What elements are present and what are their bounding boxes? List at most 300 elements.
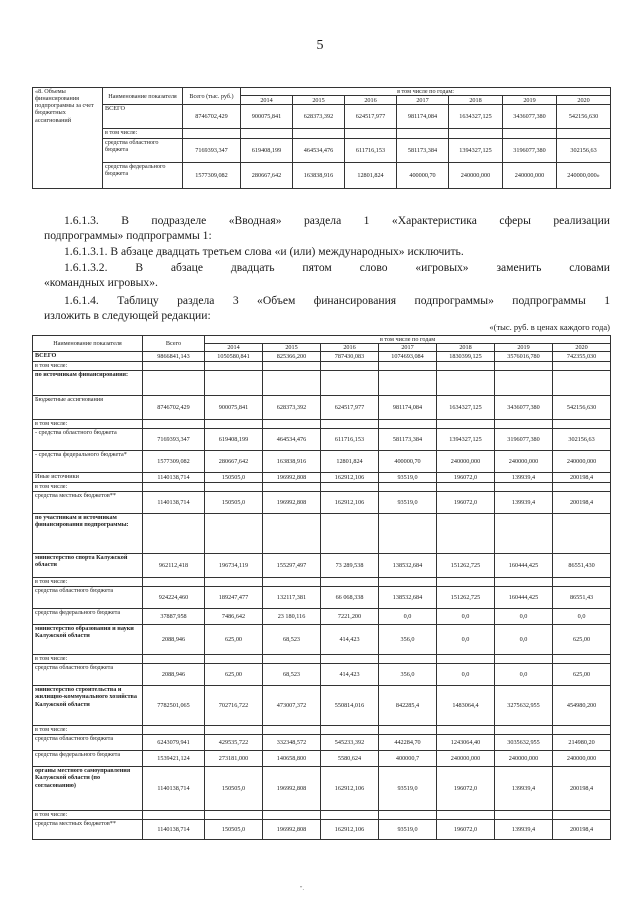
row-value (205, 514, 263, 554)
row-value (553, 483, 611, 492)
row-label: Бюджетные ассигнования (33, 396, 143, 420)
row-value: 93519,0 (379, 492, 437, 514)
row-value: 302156,63 (557, 139, 611, 163)
table-row (33, 811, 611, 820)
row-value (553, 371, 611, 396)
table-row (33, 105, 611, 129)
row-value: 273181,000 (205, 751, 263, 767)
row-label: ВСЕГО (33, 352, 143, 362)
row-value (495, 655, 553, 664)
paragraph-line: подпрограммы» подпрограммы 1: (44, 229, 212, 242)
row-value: 240000,000 (437, 751, 495, 767)
row-value (379, 811, 437, 820)
row-value (321, 420, 379, 429)
paragraph-line: 1.6.1.3.2. В абзаце двадцать пятом слово «игровых» заменить словами (64, 261, 610, 274)
row-value: 787430,083 (321, 352, 379, 362)
row-value: 163838,916 (293, 163, 345, 189)
row-value: 7486,642 (205, 609, 263, 625)
row-label: министерство строительства и жилищно-коммунального хозяйства Калужской области (33, 686, 143, 726)
units-note: «(тыс. руб. в ценах каждого года) (489, 322, 610, 332)
paragraph-1-6-1-4 (64, 293, 610, 308)
row-value (205, 578, 263, 587)
row-label: органы местного самоуправления Калужской области (по согласованию) (33, 767, 143, 811)
table-row (33, 429, 611, 451)
paragraph-1-6-1-4-cont (44, 308, 610, 323)
row-value: 981174,084 (379, 396, 437, 420)
row-value (379, 371, 437, 396)
row-value: 0,0 (553, 609, 611, 625)
row-value: 240000,000 (495, 751, 553, 767)
row-value: 240000,000» (557, 163, 611, 189)
row-label: в том числе: (33, 420, 143, 429)
row-value: 138532,684 (379, 587, 437, 609)
row-value: 3275632,955 (495, 686, 553, 726)
row-value: 196072,0 (437, 820, 495, 840)
row-value (321, 362, 379, 371)
row-value: 150505,0 (205, 767, 263, 811)
row-value: 1050580,841 (205, 352, 263, 362)
row-value (379, 514, 437, 554)
row-total (143, 578, 205, 587)
row-value (437, 371, 495, 396)
row-value: 196992,808 (263, 473, 321, 483)
row-value (293, 129, 345, 139)
row-value: 302156,63 (553, 429, 611, 451)
paragraph-line: 1.6.1.4. Таблицу раздела 3 «Объем финансирования подпрограммы» подпрограммы 1 (64, 294, 610, 307)
row-value: 240000,000 (553, 751, 611, 767)
row-value (495, 811, 553, 820)
row-value (495, 371, 553, 396)
year-header: 2016 (321, 344, 379, 352)
table-row (33, 578, 611, 587)
row-total: 1577309,082 (183, 163, 241, 189)
row-value: 93519,0 (379, 820, 437, 840)
row-total (143, 420, 205, 429)
row-value: 550814,016 (321, 686, 379, 726)
row-value: 240000,000 (553, 451, 611, 473)
row-value: 3196077,380 (495, 429, 553, 451)
row-value (263, 578, 321, 587)
row-value: 150505,0 (205, 492, 263, 514)
row-value: 742355,030 (553, 352, 611, 362)
row-value: 0,0 (437, 625, 495, 655)
row-value: 625,00 (553, 625, 611, 655)
row-value (263, 514, 321, 554)
table-row (33, 451, 611, 473)
row-value: 68,523 (263, 664, 321, 686)
table-row (33, 820, 611, 840)
year-header: 2016 (345, 96, 397, 105)
row-value: 581173,384 (397, 139, 449, 163)
table-row (33, 735, 611, 751)
row-value: 73 289,538 (321, 554, 379, 578)
row-value: 825366,200 (263, 352, 321, 362)
row-value: 442284,70 (379, 735, 437, 751)
table-row (33, 587, 611, 609)
table-row (33, 751, 611, 767)
row-value (437, 483, 495, 492)
row-value (449, 129, 503, 139)
row-value: 1483064,4 (437, 686, 495, 726)
row-total (143, 655, 205, 664)
row-value: 3436077,380 (503, 105, 557, 129)
table-row (33, 483, 611, 492)
row-value: 93519,0 (379, 767, 437, 811)
row-label: в том числе: (33, 655, 143, 664)
row-value: 139939,4 (495, 473, 553, 483)
row-value (379, 483, 437, 492)
row-value (557, 129, 611, 139)
row-value: 628373,392 (293, 105, 345, 129)
row-value: 473007,372 (263, 686, 321, 726)
row-total: 1539421,124 (143, 751, 205, 767)
row-value: 981174,084 (397, 105, 449, 129)
row-value: 1394327,125 (437, 429, 495, 451)
row-value: 196072,0 (437, 767, 495, 811)
paragraph-1-6-1-3-2-cont (44, 275, 610, 290)
year-header: 2014 (205, 344, 263, 352)
row-total: 2088,946 (143, 664, 205, 686)
row-label: министерство образования и науки Калужской области (33, 625, 143, 655)
row-value (553, 362, 611, 371)
table-row (33, 686, 611, 726)
row-value (321, 578, 379, 587)
paragraph-line: изложить в следующей редакции: (44, 309, 211, 322)
row-value: 414,423 (321, 664, 379, 686)
paragraph-line: 1.6.1.3. В подразделе «Вводная» раздела 1 «Характеристика сферы реализации (64, 214, 610, 227)
row-value (263, 655, 321, 664)
table-row (33, 655, 611, 664)
row-value (437, 420, 495, 429)
row-value: 280667,642 (241, 163, 293, 189)
row-value: 454980,200 (553, 686, 611, 726)
paragraph-1-6-1-3-cont (44, 228, 610, 243)
row-value: 162912,106 (321, 492, 379, 514)
row-label: ВСЕГО (103, 105, 183, 129)
row-value: 196072,0 (437, 473, 495, 483)
row-value (379, 655, 437, 664)
row-value: 162912,106 (321, 767, 379, 811)
row-value: 400000,70 (397, 163, 449, 189)
row-value: 356,0 (379, 664, 437, 686)
row-label: по источникам финансирования: (33, 371, 143, 396)
row-value: 624517,977 (345, 105, 397, 129)
row-value: 3196077,380 (503, 139, 557, 163)
row-value: 1634327,125 (449, 105, 503, 129)
total-header: Всего (143, 336, 205, 352)
row-value: 196992,808 (263, 767, 321, 811)
row-label: министерство спорта Калужской области (33, 554, 143, 578)
year-header: 2015 (293, 96, 345, 105)
footer-mark: ". (300, 886, 304, 892)
row-value: 68,523 (263, 625, 321, 655)
row-value: 139939,4 (495, 767, 553, 811)
table-row (33, 129, 611, 139)
paragraph-1-6-1-3-2 (64, 260, 610, 275)
row-value: 132117,381 (263, 587, 321, 609)
row-value: 7221,200 (321, 609, 379, 625)
year-header: 2020 (553, 344, 611, 352)
row-value (263, 726, 321, 735)
row-value (205, 362, 263, 371)
row-value: 162912,106 (321, 473, 379, 483)
row-value (345, 129, 397, 139)
row-value (379, 420, 437, 429)
row-label: - средства федерального бюджета* (33, 451, 143, 473)
row-value (495, 578, 553, 587)
row-value: 240000,000 (449, 163, 503, 189)
row-label: средства местных бюджетов** (33, 820, 143, 840)
row-total: 962112,418 (143, 554, 205, 578)
row-value: 214980,20 (553, 735, 611, 751)
row-value: 464534,476 (293, 139, 345, 163)
row-value: 900075,841 (205, 396, 263, 420)
row-value (553, 811, 611, 820)
table-row (33, 352, 611, 362)
row-value (553, 655, 611, 664)
paragraph-1-6-1-3-1 (64, 244, 610, 259)
row-value: 196992,808 (263, 492, 321, 514)
row-value (397, 129, 449, 139)
row-value: 86551,43 (553, 587, 611, 609)
row-value: 162912,106 (321, 820, 379, 840)
row-value (321, 371, 379, 396)
row-value (495, 483, 553, 492)
row-value: 624517,977 (321, 396, 379, 420)
row-label: по участникам и источникам финансирования подпрограммы: (33, 514, 143, 554)
row-value: 163838,916 (263, 451, 321, 473)
row-total (143, 483, 205, 492)
row-value (437, 362, 495, 371)
row-total: 1140138,714 (143, 492, 205, 514)
row-label: средства федерального бюджета (103, 163, 183, 189)
row-value: 625,00 (205, 664, 263, 686)
row-total: 9866841,143 (143, 352, 205, 362)
row-value: 0,0 (495, 609, 553, 625)
row-label: средства местных бюджетов** (33, 492, 143, 514)
row-value (495, 420, 553, 429)
row-value: 1634327,125 (437, 396, 495, 420)
row-value: 12801,824 (321, 451, 379, 473)
row-value (379, 726, 437, 735)
row-value: 240000,000 (437, 451, 495, 473)
row-label: в том числе: (33, 578, 143, 587)
row-label: средства федерального бюджета (33, 609, 143, 625)
row-value (205, 420, 263, 429)
row-value: 842285,4 (379, 686, 437, 726)
row-value (321, 655, 379, 664)
row-value: 160444,425 (495, 554, 553, 578)
row-value: 151262,725 (437, 554, 495, 578)
table-row (33, 362, 611, 371)
row-total: 1140138,714 (143, 473, 205, 483)
row-label: средства областного бюджета (33, 664, 143, 686)
row-value: 240000,000 (503, 163, 557, 189)
row-value: 150505,0 (205, 820, 263, 840)
row-value: 581173,384 (379, 429, 437, 451)
row-value (495, 514, 553, 554)
row-value (321, 514, 379, 554)
row-total (143, 514, 205, 554)
row-value (205, 811, 263, 820)
row-value: 196734,119 (205, 554, 263, 578)
row-total (143, 371, 205, 396)
row-value: 3436077,380 (495, 396, 553, 420)
row-value: 200198,4 (553, 820, 611, 840)
row-value: 138532,684 (379, 554, 437, 578)
table-row (33, 554, 611, 578)
row-value: 1074693,084 (379, 352, 437, 362)
row-value: 625,00 (553, 664, 611, 686)
paragraph-line: 1.6.1.3.1. В абзаце двадцать третьем слова «и (или) международных» исключить. (64, 245, 464, 258)
table-row (33, 625, 611, 655)
row-value (553, 514, 611, 554)
row-value: 139939,4 (495, 820, 553, 840)
row-value: 189247,477 (205, 587, 263, 609)
table-row (33, 139, 611, 163)
section-title-cell: «8. Объемы финансирования подпрограммы за счет бюджетных ассигнований (33, 88, 103, 189)
row-value (437, 726, 495, 735)
row-value: 1830399,125 (437, 352, 495, 362)
row-value: 280667,642 (205, 451, 263, 473)
row-total: 1140138,714 (143, 820, 205, 840)
row-value: 542156,630 (557, 105, 611, 129)
row-value: 400000,70 (379, 451, 437, 473)
paragraph-1-6-1-3 (64, 213, 610, 228)
row-value (205, 371, 263, 396)
row-value (437, 811, 495, 820)
table-row (33, 767, 611, 811)
row-value (495, 726, 553, 735)
row-value (437, 514, 495, 554)
row-value: 619408,199 (241, 139, 293, 163)
row-value (263, 483, 321, 492)
row-value: 155297,497 (263, 554, 321, 578)
row-total: 7782501,065 (143, 686, 205, 726)
year-header: 2019 (503, 96, 557, 105)
table-row (33, 609, 611, 625)
row-label: в том числе: (33, 811, 143, 820)
row-value: 5580,624 (321, 751, 379, 767)
years-caption: в том числе по годам: (241, 88, 611, 96)
row-label: в том числе: (33, 362, 143, 371)
row-total: 2088,946 (143, 625, 205, 655)
year-header: 2020 (557, 96, 611, 105)
row-total (183, 129, 241, 139)
row-value: 545233,392 (321, 735, 379, 751)
row-label: средства областного бюджета (33, 735, 143, 751)
row-value (321, 483, 379, 492)
row-value (553, 726, 611, 735)
row-value (553, 578, 611, 587)
row-value: 702716,722 (205, 686, 263, 726)
row-total: 8746702,429 (183, 105, 241, 129)
table-row (33, 396, 611, 420)
row-label: - средства областного бюджета (33, 429, 143, 451)
row-value: 23 180,116 (263, 609, 321, 625)
paragraph-line: «командных игровых». (44, 276, 158, 289)
row-value (263, 420, 321, 429)
row-value: 200198,4 (553, 473, 611, 483)
row-value (205, 483, 263, 492)
row-label: средства областного бюджета (103, 139, 183, 163)
row-value (495, 362, 553, 371)
row-total (143, 362, 205, 371)
row-value: 332348,572 (263, 735, 321, 751)
row-value: 429535,722 (205, 735, 263, 751)
table-row (33, 371, 611, 396)
row-value: 3035632,955 (495, 735, 553, 751)
row-value: 400000,7 (379, 751, 437, 767)
row-value: 200198,4 (553, 492, 611, 514)
year-header: 2018 (437, 344, 495, 352)
row-value (437, 578, 495, 587)
row-value (205, 655, 263, 664)
table-row (33, 514, 611, 554)
page-number: 5 (316, 38, 324, 53)
row-total: 924224,460 (143, 587, 205, 609)
row-value: 1243064,40 (437, 735, 495, 751)
row-value: 628373,392 (263, 396, 321, 420)
table-row (33, 473, 611, 483)
row-value (263, 811, 321, 820)
row-value: 86551,430 (553, 554, 611, 578)
header-row (33, 88, 611, 96)
table-row (33, 492, 611, 514)
row-value: 0,0 (495, 664, 553, 686)
year-header: 2019 (495, 344, 553, 352)
financing-summary-table (32, 87, 611, 189)
subprogram-financing-table (32, 335, 611, 840)
row-value: 542156,630 (553, 396, 611, 420)
row-value (379, 578, 437, 587)
row-value: 200198,4 (553, 767, 611, 811)
row-value (437, 655, 495, 664)
row-label: в том числе: (103, 129, 183, 139)
year-header: 2018 (449, 96, 503, 105)
row-label: средства областного бюджета (33, 587, 143, 609)
years-caption: в том числе по годам (205, 336, 611, 344)
row-value: 140658,800 (263, 751, 321, 767)
row-value: 625,00 (205, 625, 263, 655)
row-value: 611716,153 (321, 429, 379, 451)
row-value: 3576016,780 (495, 352, 553, 362)
table-row (33, 726, 611, 735)
row-total: 8746702,429 (143, 396, 205, 420)
row-total: 6243079,941 (143, 735, 205, 751)
row-total: 1140138,714 (143, 767, 205, 811)
row-label: в том числе: (33, 483, 143, 492)
row-value: 0,0 (437, 609, 495, 625)
row-value: 196992,808 (263, 820, 321, 840)
row-value: 12801,824 (345, 163, 397, 189)
row-value (321, 726, 379, 735)
row-value: 196072,0 (437, 492, 495, 514)
row-total (143, 726, 205, 735)
table-row (33, 163, 611, 189)
indicator-header: Наименование показателя (103, 88, 183, 105)
table-row (33, 664, 611, 686)
header-row (33, 336, 611, 344)
indicator-header: Наименование показателя (33, 336, 143, 352)
row-value (241, 129, 293, 139)
year-header: 2017 (397, 96, 449, 105)
row-label: Иные источники (33, 473, 143, 483)
year-header: 2017 (379, 344, 437, 352)
row-value: 151262,725 (437, 587, 495, 609)
row-value (263, 362, 321, 371)
row-total: 7169393,347 (183, 139, 241, 163)
